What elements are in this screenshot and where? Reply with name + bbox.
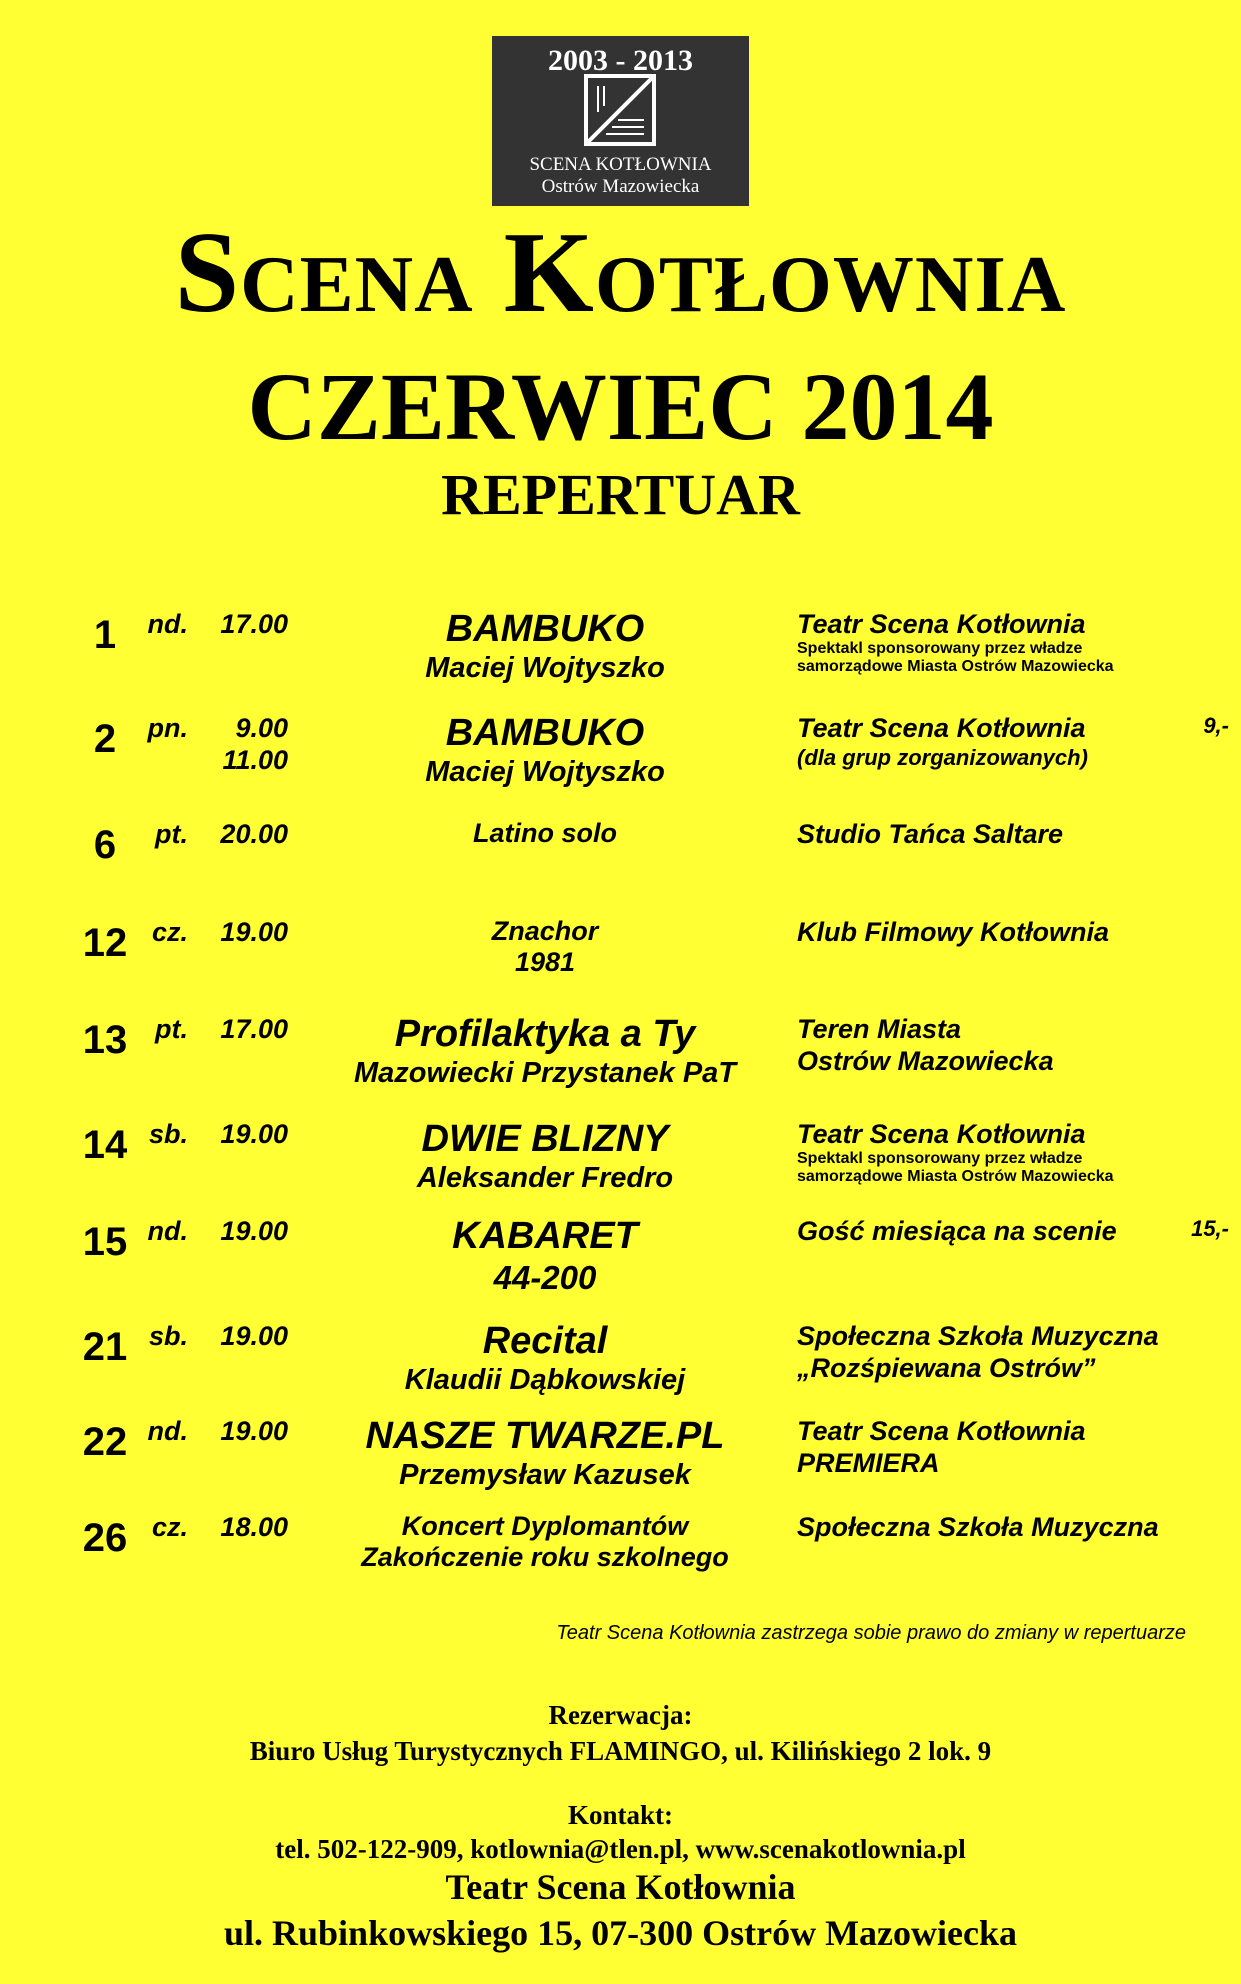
event-time-value: 9.00 (235, 713, 288, 743)
event-subtitle: 1981 (514, 947, 576, 978)
event-organizer (797, 1320, 1187, 1384)
page-title: Scena Kotłownia (174, 209, 1067, 337)
event-sponsor-note: Spektakl sponsorowany przez władze (797, 1150, 1083, 1167)
event-subtitle: Zakończenie roku szkolnego (361, 1542, 729, 1573)
reservation-label: Rezerwacja: (548, 1700, 693, 1730)
event-subtitle: Mazowiecki Przystanek PaT (354, 1056, 736, 1089)
event-subtitle: Maciej Wojtyszko (425, 651, 665, 684)
event-title-block (300, 916, 790, 978)
event-weekday: nd. (147, 1416, 188, 1446)
event-title-block (300, 608, 790, 685)
event-organizer (797, 1013, 1187, 1077)
event-day: 6 (93, 823, 117, 867)
event-time-value: 17.00 (220, 1014, 288, 1044)
event-title: NASZE TWARZE.PL (365, 1415, 725, 1457)
event-title: KABARET (452, 1215, 638, 1257)
event-organizer-line: Teatr Scena Kotłownia (797, 609, 1086, 639)
event-time-value: 19.00 (220, 1321, 288, 1351)
event-time (198, 1013, 288, 1045)
event-sponsor-note: samorządowe Miasta Ostrów Mazowiecka (797, 658, 1114, 675)
event-day: 13 (82, 1018, 128, 1062)
event-organizer-line: Studio Tańca Saltare (797, 819, 1064, 849)
theatre-name: Teatr Scena Kotłownia (445, 1867, 796, 1907)
event-subtitle: Przemysław Kazusek (399, 1458, 691, 1491)
event-time (198, 818, 288, 850)
event-weekday: sb. (148, 1321, 188, 1351)
event-time-value: 19.00 (220, 917, 288, 947)
event-time (198, 712, 288, 776)
event-organizer-line: Klub Filmowy Kotłownia (797, 917, 1109, 947)
logo-name: SCENA KOTŁOWNIA (529, 154, 712, 175)
event-sponsor-note: samorządowe Miasta Ostrów Mazowiecka (797, 1168, 1114, 1185)
event-title: Profilaktyka a Ty (394, 1013, 696, 1055)
event-time (198, 1511, 288, 1543)
event-sponsor-note: Spektakl sponsorowany przez władze (797, 640, 1083, 657)
event-time-value: 11.00 (222, 745, 288, 775)
event-day: 15 (82, 1220, 128, 1264)
event-time-value: 17.00 (220, 609, 288, 639)
event-day: 22 (82, 1420, 128, 1464)
event-price: 9,- (1203, 713, 1229, 738)
event-organizer-line: Teatr Scena Kotłownia (797, 1416, 1086, 1446)
event-organizer (797, 608, 1187, 676)
contact-info: tel. 502-122-909, kotlownia@tlen.pl, www.scenakotlownia.pl (275, 1834, 966, 1864)
event-time (198, 916, 288, 948)
event-day: 12 (82, 921, 128, 965)
event-title: BAMBUKO (445, 712, 645, 754)
event-price: 15,- (1191, 1216, 1229, 1241)
event-title: Latino solo (473, 818, 617, 848)
event-title: DWIE BLIZNY (421, 1118, 669, 1160)
event-time (198, 1320, 288, 1352)
event-title-block (300, 1415, 790, 1492)
event-subtitle: Maciej Wojtyszko (425, 755, 665, 788)
event-day: 1 (93, 613, 117, 657)
event-time-value: 19.00 (220, 1416, 288, 1446)
disclaimer: Teatr Scena Kotłownia zastrzega sobie prawo do zmiany w repertuarze (556, 1622, 1186, 1644)
event-subtitle: Klaudii Dąbkowskiej (404, 1363, 686, 1396)
event-time-value: 20.00 (220, 819, 288, 849)
logo-mark-icon (582, 72, 658, 148)
event-time (198, 1215, 288, 1247)
event-time (198, 1118, 288, 1150)
logo-badge (492, 36, 749, 206)
logo-city: Ostrów Mazowiecka (541, 176, 700, 197)
event-organizer-line: Teatr Scena Kotłownia (797, 713, 1086, 743)
reservation-info: Biuro Usług Turystycznych FLAMINGO, ul. Kilińskiego 2 lok. 9 (249, 1736, 992, 1766)
event-weekday: pt. (155, 819, 188, 849)
month-title: CZERWIEC 2014 (247, 353, 994, 460)
event-weekday: cz. (151, 1512, 188, 1542)
event-weekday: pt. (155, 1014, 188, 1044)
event-time-value: 19.00 (220, 1119, 288, 1149)
event-day: 2 (93, 717, 117, 761)
event-organizer (797, 1215, 1187, 1247)
event-weekday: sb. (148, 1119, 188, 1149)
event-title-block (300, 1511, 790, 1573)
event-title-block (300, 1118, 790, 1195)
event-weekday: nd. (147, 1216, 188, 1246)
event-day: 26 (82, 1516, 128, 1560)
event-subtitle: 44-200 (493, 1258, 597, 1296)
event-organizer (797, 1415, 1187, 1479)
event-organizer-line: Teren Miasta (797, 1014, 962, 1044)
event-organizer-line: Teatr Scena Kotłownia (797, 1119, 1086, 1149)
event-organizer-line: (dla grup zorganizowanych) (797, 745, 1088, 770)
event-organizer-line: „Rozśpiewana Ostrów” (797, 1353, 1096, 1383)
event-day: 21 (82, 1325, 128, 1369)
event-title-block (300, 1215, 790, 1297)
event-subtitle: Aleksander Fredro (416, 1161, 674, 1194)
theatre-address: ul. Rubinkowskiego 15, 07-300 Ostrów Mazowiecka (223, 1913, 1018, 1953)
event-time (198, 1415, 288, 1447)
event-time-value: 19.00 (220, 1216, 288, 1246)
event-weekday: cz. (151, 917, 188, 947)
event-title-block (300, 818, 790, 849)
event-organizer (797, 1511, 1187, 1543)
event-organizer-line: Ostrów Mazowiecka (797, 1046, 1054, 1076)
event-organizer (797, 818, 1187, 850)
event-organizer-line: PREMIERA (797, 1448, 940, 1478)
event-time (198, 608, 288, 640)
event-organizer-line: Gość miesiąca na scenie (797, 1216, 1117, 1246)
event-organizer (797, 916, 1187, 948)
event-title-block (300, 1320, 790, 1397)
contact-label: Kontakt: (567, 1800, 673, 1830)
event-weekday: nd. (147, 609, 188, 639)
event-title: Znachor (491, 916, 599, 946)
event-time-value: 18.00 (220, 1512, 288, 1542)
event-title: Recital (482, 1320, 608, 1362)
event-weekday: pn. (147, 713, 188, 743)
event-day: 14 (82, 1123, 128, 1167)
event-title-block (300, 1013, 790, 1090)
event-organizer (797, 712, 1187, 772)
event-organizer-line: Społeczna Szkoła Muzyczna (797, 1321, 1159, 1351)
event-organizer (797, 1118, 1187, 1186)
logo-years: 2003 - 2013 (548, 44, 693, 77)
event-title: BAMBUKO (445, 608, 645, 650)
event-organizer-line: Społeczna Szkoła Muzyczna (797, 1512, 1159, 1542)
event-title: Koncert Dyplomantów (401, 1511, 689, 1541)
event-title-block (300, 712, 790, 789)
repertoire-subtitle: REPERTUAR (441, 462, 800, 527)
